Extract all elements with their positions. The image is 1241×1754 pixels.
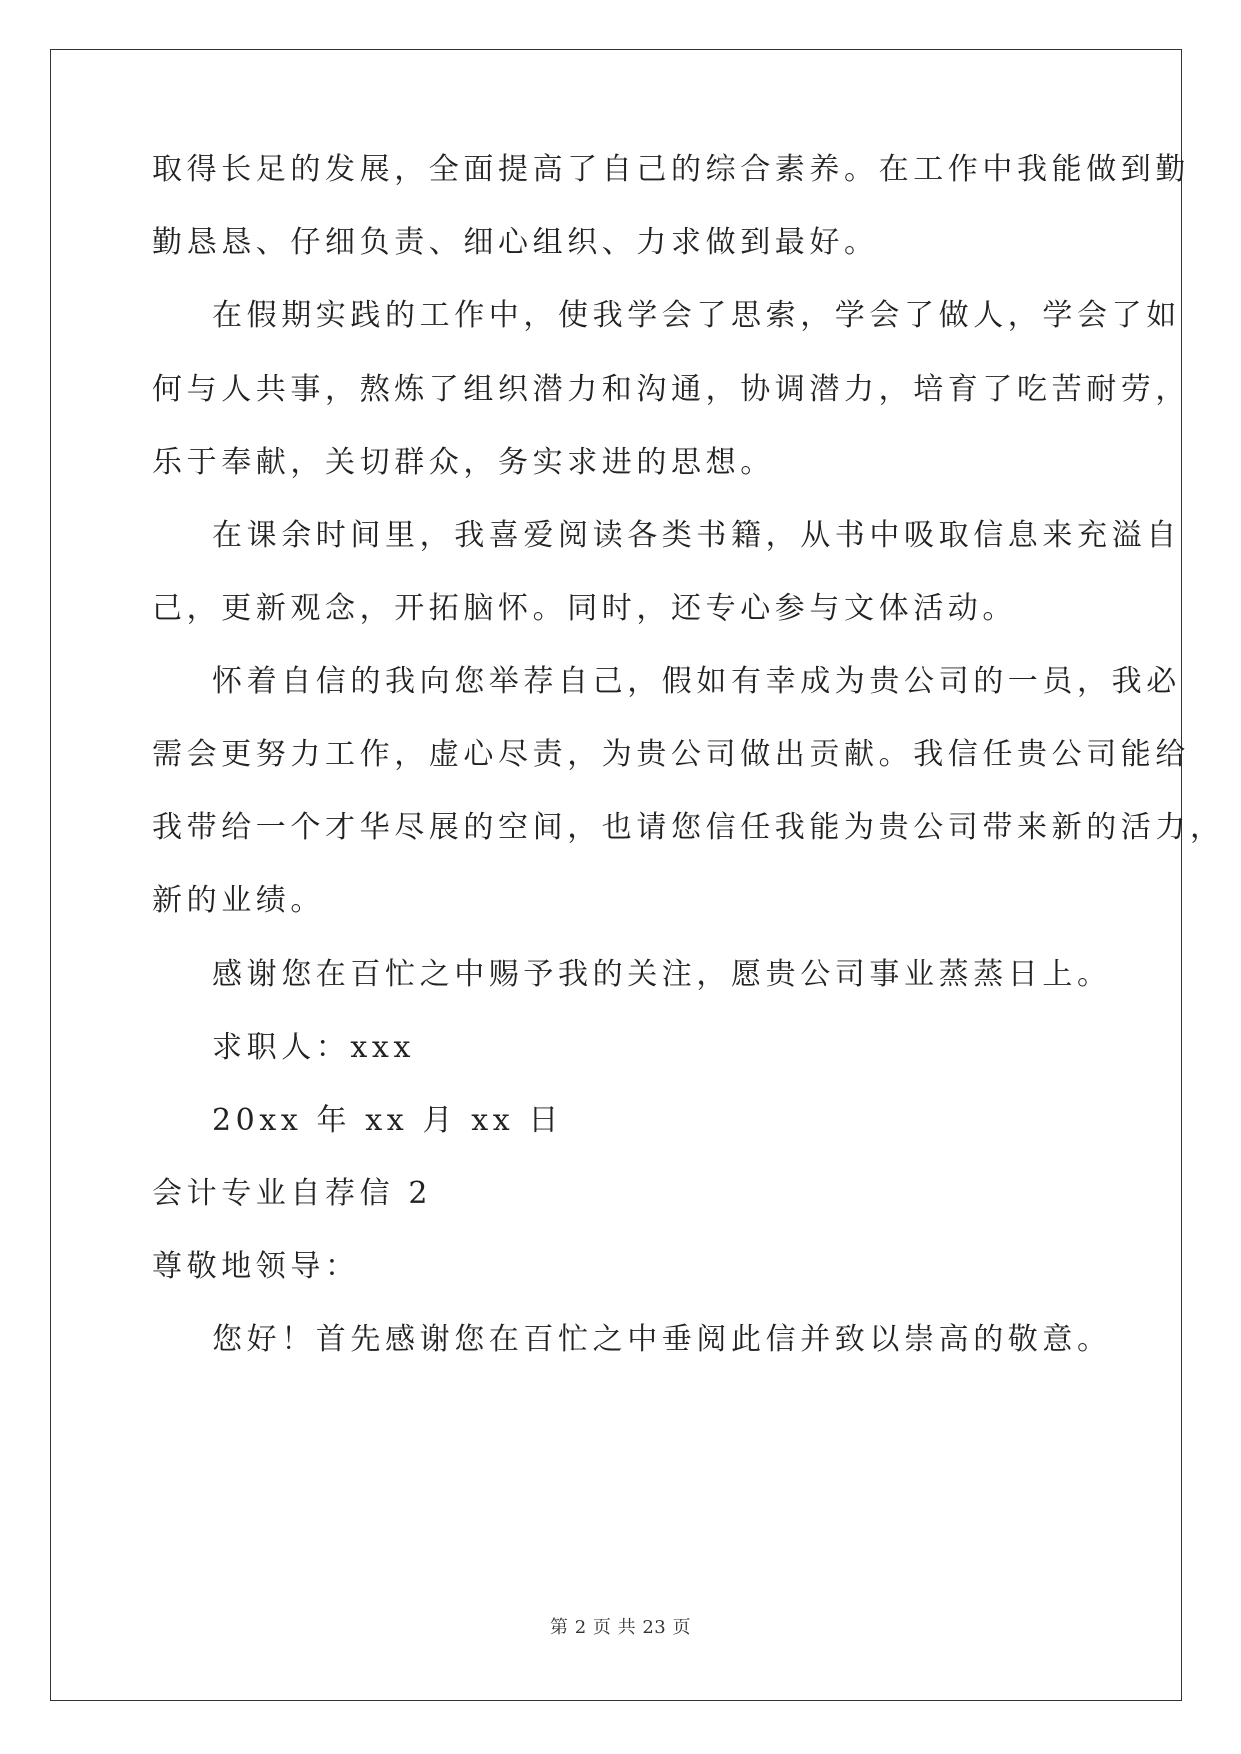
- paragraph-start: 怀着自信的我向您举荐自己，假如有幸成为贵公司的一员，我必: [212, 664, 1181, 699]
- paragraph-start: 您好！首先感谢您在百忙之中垂阅此信并致以崇高的敬意。: [212, 1322, 1112, 1357]
- body-line: 新的业绩。: [152, 883, 325, 918]
- paragraph-start: 在假期实践的工作中，使我学会了思索，学会了做人，学会了如: [212, 298, 1181, 333]
- body-line: 何与人共事，熬炼了组织潜力和沟通，协调潜力，培育了吃苦耐劳，: [152, 372, 1190, 407]
- body-line: 勤恳恳、仔细负责、细心组织、力求做到最好。: [152, 225, 879, 260]
- body-line: 取得长足的发展，全面提高了自己的综合素养。在工作中我能做到勤: [152, 152, 1190, 187]
- body-line: 我带给一个才华尽展的空间，也请您信任我能为贵公司带来新的活力，: [152, 810, 1225, 845]
- date-line: 20xx 年 xx 月 xx 日: [212, 1103, 563, 1138]
- body-line: 需会更努力工作，虚心尽责，为贵公司做出贡献。我信任贵公司能给: [152, 737, 1190, 772]
- body-line: 乐于奉献，关切群众，务实求进的思想。: [152, 445, 775, 480]
- section-title: 会计专业自荐信 2: [152, 1176, 433, 1211]
- closing-line: 感谢您在百忙之中赐予我的关注，愿贵公司事业蒸蒸日上。: [212, 957, 1112, 992]
- page-footer: 第 2 页 共 23 页: [550, 1617, 691, 1638]
- body-line: 己，更新观念，开拓脑怀。同时，还专心参与文体活动。: [152, 591, 1017, 626]
- paragraph-start: 在课余时间里，我喜爱阅读各类书籍，从书中吸取信息来充溢自: [212, 518, 1181, 553]
- salutation: 尊敬地领导：: [152, 1249, 360, 1284]
- page-border: [50, 49, 1182, 1701]
- applicant-line: 求职人：xxx: [212, 1030, 415, 1065]
